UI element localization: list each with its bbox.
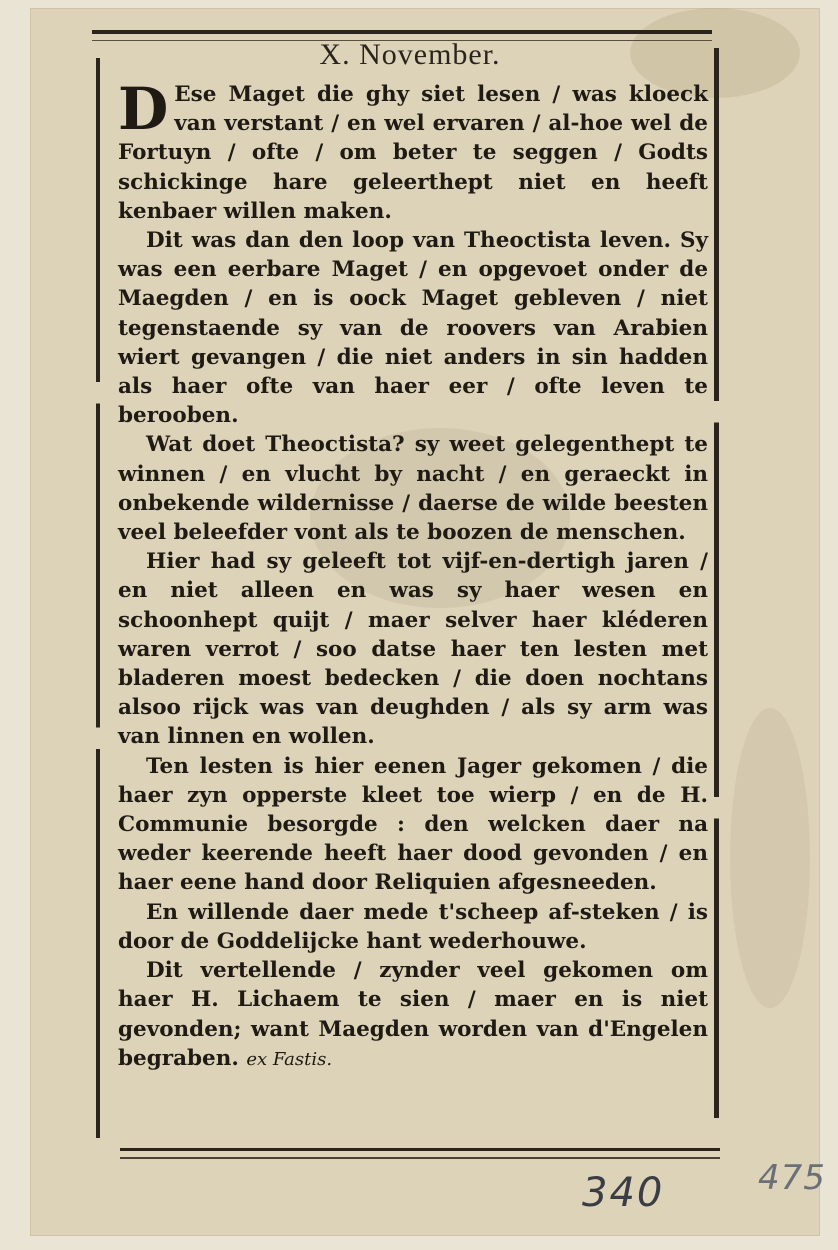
page-heading: X. November. (319, 38, 501, 71)
source-note: ex Fastis. (246, 1048, 333, 1070)
paragraph: En willende daer mede t'scheep af-steken / is door de Goddelijcke hant wederhouwe. (118, 899, 708, 954)
paragraph-text: Dit vertellende / zynder veel gekomen om haer H. Lichaem te sien / maer en is niet gevonden; want Maegden worden van d'Engelen begraben. (118, 958, 708, 1071)
folio-number-secondary: 475 (758, 1158, 826, 1198)
paper-stain (730, 708, 810, 1008)
paragraph-text: Ese Maget die ghy siet lesen / was kloeck van verstant / en wel ervaren / al-hoe wel de Fortuyn / ofte / om beter te seggen / Godts schickinge hare geleerthept niet en heeft kenbaer willen maken. (118, 82, 708, 224)
paragraph: Dit was dan den loop van Theoctista leven. Sy was een eerbare Maget / en opgevoet onder de Maegden / en is oock Maget gebleven / niet tegenstaende sy van de roovers van Arabien wiert gevangen / die niet anders in sin hadden als haer ofte van haer eer / ofte leven te berooben. (118, 228, 708, 429)
paragraph: Hier had sy geleeft tot vijf-en-dertigh jaren / en niet alleen en was sy haer wesen en schoonhept quijt / maer selver haer kléderen waren verrot / soo datse haer ten lesten met bladeren moest bedecken / die doen nochtans alsoo rijck was van deughden / als sy arm was van linnen en wollen. (118, 549, 708, 750)
paragraph: Wat doet Theoctista? sy weet gelegenthept te winnen / en vlucht by nacht / en geraeckt in onbekende wildernisse / daerse de wilde beesten veel beleefder vont als te boozen de menschen. (118, 432, 708, 546)
right-border-rule (714, 48, 719, 1118)
folio-number: 340 (582, 1170, 665, 1216)
left-border-rule (96, 58, 100, 1138)
document-page (30, 8, 826, 1236)
body-text (118, 75, 708, 1074)
drop-cap: D (118, 75, 169, 143)
paragraph (118, 956, 708, 1074)
paragraph: Ten lesten is hier eenen Jager gekomen / die haer zyn opperste kleet toe wierp / en de H. Communie besorgde : den welcken daer na weder keerende heeft haer dood gevonden / en haer eene hand door Reliquien afgesneeden. (118, 753, 708, 896)
bottom-border-rule (120, 1148, 720, 1159)
paragraph (118, 75, 708, 226)
